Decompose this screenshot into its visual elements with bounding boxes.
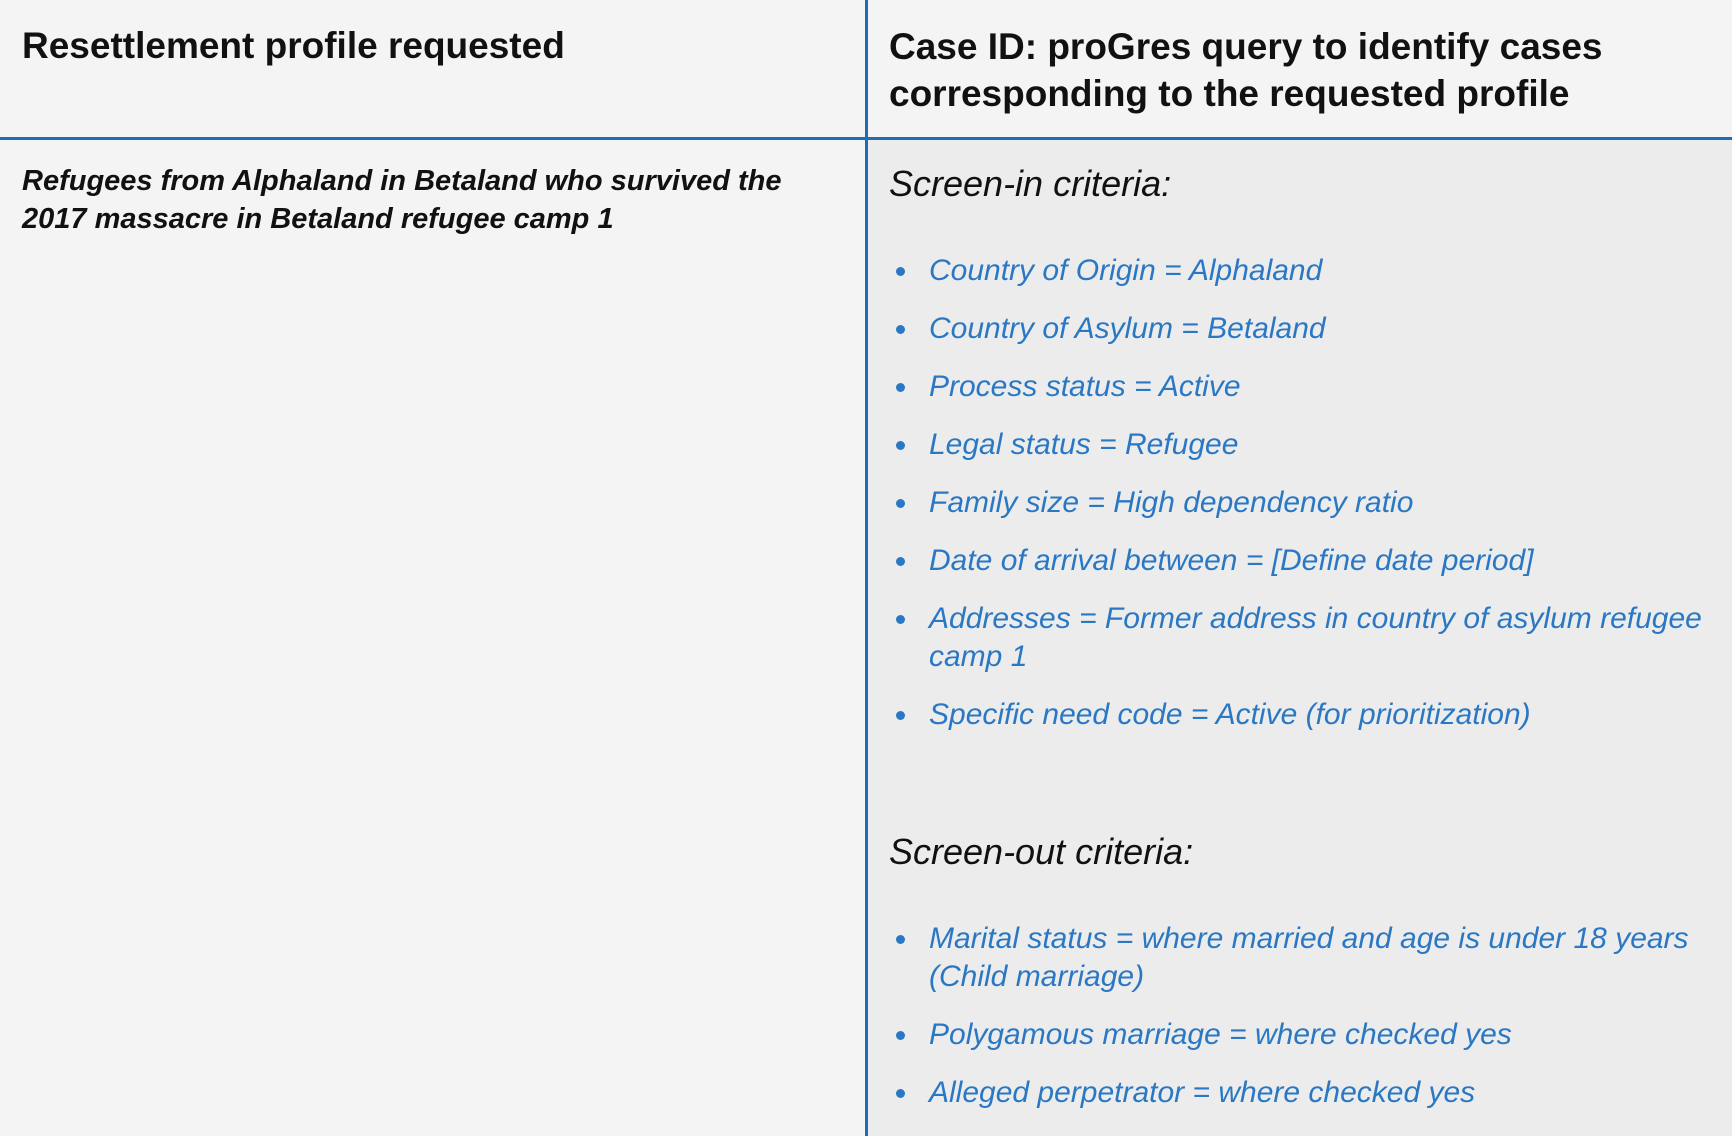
bullet-icon <box>896 615 905 624</box>
list-item <box>889 696 1719 734</box>
criterion-text: Country of Origin = Alphaland <box>929 254 1323 287</box>
column-divider <box>865 0 868 1136</box>
screen-out-list <box>889 920 1719 1132</box>
criterion-text: Process status = Active <box>929 370 1241 403</box>
profile-description: Refugees from Alphaland in Betaland who survived the 2017 massacre in Betaland refugee camp 1 <box>22 165 782 235</box>
bullet-icon <box>896 441 905 450</box>
list-item <box>889 310 1719 348</box>
criteria-cell <box>868 140 1732 1136</box>
criterion-text: Addresses = Former address in country of asylum refugee camp 1 <box>929 602 1702 673</box>
screen-out-heading: Screen-out criteria: <box>889 831 1194 872</box>
criterion-text: Legal status = Refugee <box>929 428 1239 461</box>
bullet-icon <box>896 1031 905 1040</box>
bullet-icon <box>896 935 905 944</box>
criterion-text: Polygamous marriage = where checked yes <box>929 1018 1512 1051</box>
header-profile-title: Resettlement profile requested <box>22 25 565 66</box>
criterion-text: Country of Asylum = Betaland <box>929 312 1326 345</box>
list-item <box>889 368 1719 406</box>
list-item <box>889 600 1719 676</box>
criterion-text: Marital status = where married and age is under 18 years (Child marriage) <box>929 922 1689 993</box>
profile-cell <box>0 140 865 1136</box>
screen-in-heading: Screen-in criteria: <box>889 163 1172 204</box>
bullet-icon <box>896 267 905 276</box>
bullet-icon <box>896 499 905 508</box>
bullet-icon <box>896 325 905 334</box>
list-item <box>889 920 1719 996</box>
bullet-icon <box>896 557 905 566</box>
criterion-text: Specific need code = Active (for prioritization) <box>929 698 1531 731</box>
list-item <box>889 1074 1719 1112</box>
header-cell-case-id <box>868 0 1732 137</box>
bullet-icon <box>896 711 905 720</box>
criterion-text: Alleged perpetrator = where checked yes <box>929 1076 1476 1109</box>
bullet-icon <box>896 1089 905 1098</box>
header-case-id-title: Case ID: proGres query to identify cases corresponding to the requested profile <box>889 26 1603 114</box>
bullet-icon <box>896 383 905 392</box>
list-item <box>889 542 1719 580</box>
list-item <box>889 426 1719 464</box>
screen-in-list <box>889 252 1719 754</box>
criterion-text: Family size = High dependency ratio <box>929 486 1414 519</box>
list-item <box>889 484 1719 522</box>
criterion-text: Date of arrival between = [Define date period] <box>929 544 1534 577</box>
list-item <box>889 252 1719 290</box>
list-item <box>889 1016 1719 1054</box>
header-cell-profile <box>0 0 865 137</box>
